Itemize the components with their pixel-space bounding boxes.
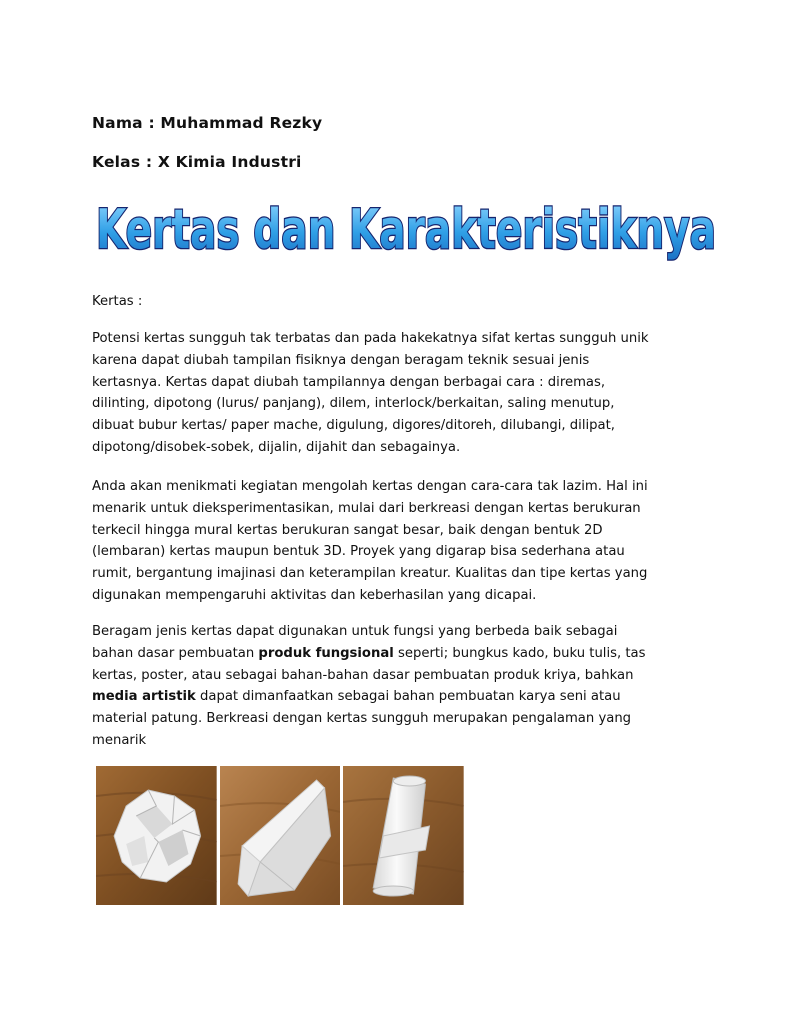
crumpled-paper-photo [96, 766, 217, 905]
paragraph-line [92, 686, 712, 708]
paragraph-3 [92, 621, 712, 752]
name-line: Nama : Muhammad Rezky [92, 114, 323, 132]
section-label: Kertas : [92, 294, 143, 309]
paragraph-line: dibuat bubur kertas/ paper mache, digulung, digores/ditoreh, dilubangi, dilipat, [92, 418, 615, 434]
folded-paper-photo [220, 766, 341, 905]
paragraph-line: karena dapat diubah tampilan fisiknya dengan beragam teknik sesuai jenis [92, 352, 590, 368]
title-wordart [92, 186, 724, 276]
paragraph-line: terkecil hingga mural kertas berukuran sangat besar, baik dengan bentuk 2D [92, 522, 603, 538]
paragraph-line: kertas, poster, atau sebagai bahan-bahan dasar pembuatan produk kriya, bahkan [92, 667, 634, 683]
paragraph-line: Potensi kertas sungguh tak terbatas dan pada hakekatnya sifat kertas sungguh unik [92, 331, 649, 346]
rolled-paper-photo [343, 766, 464, 905]
photo-strip [96, 766, 464, 905]
text-span: dapat dimanfaatkan sebagai bahan pembuatan karya seni atau [195, 689, 621, 705]
paragraph-line: Beragam jenis kertas dapat digunakan untuk fungsi yang berbeda baik sebagai [92, 624, 618, 639]
paragraph-1 [92, 328, 712, 459]
paragraph-line: material patung. Berkreasi dengan kertas sungguh merupakan pengalaman yang [92, 711, 632, 727]
bold-term-media-artistik: media artistik [92, 689, 196, 705]
paragraph-line: (lembaran) kertas maupun bentuk 3D. Proyek yang digarap bisa sederhana atau [92, 544, 625, 560]
paragraph-line: Anda akan menikmati kegiatan mengolah kertas dengan cara-cara tak lazim. Hal ini [92, 479, 648, 494]
paragraph-line: menarik untuk dieksperimentasikan, mulai dari berkreasi dengan kertas berukuran [92, 500, 641, 516]
title-wordart-text: Kertas dan Karakteristiknya [96, 198, 716, 261]
paragraph-line: digunakan mempengaruhi aktivitas dan keberhasilan yang dicapai. [92, 587, 537, 603]
paragraph-line: rumit, bergantung imajinasi dan keterampilan kreatur. Kualitas dan tipe kertas yang [92, 566, 648, 582]
class-line: Kelas : X Kimia Industri [92, 153, 302, 171]
text-span: bahan dasar pembuatan [92, 645, 259, 661]
paragraph-2 [92, 476, 712, 607]
paragraph-line [92, 643, 712, 665]
paragraph-line: kertasnya. Kertas dapat diubah tampilannya dengan berbagai cara : diremas, [92, 374, 606, 390]
paragraph-line: dipotong/disobek-sobek, dijalin, dijahit dan sebagainya. [92, 439, 461, 455]
text-span: seperti; bungkus kado, buku tulis, tas [393, 645, 646, 661]
bold-term-produk-fungsional: produk fungsional [258, 645, 394, 661]
paragraph-line: dilinting, dipotong (lurus/ panjang), dilem, interlock/berkaitan, saling menutup, [92, 396, 615, 412]
paragraph-line: menarik [92, 732, 147, 748]
